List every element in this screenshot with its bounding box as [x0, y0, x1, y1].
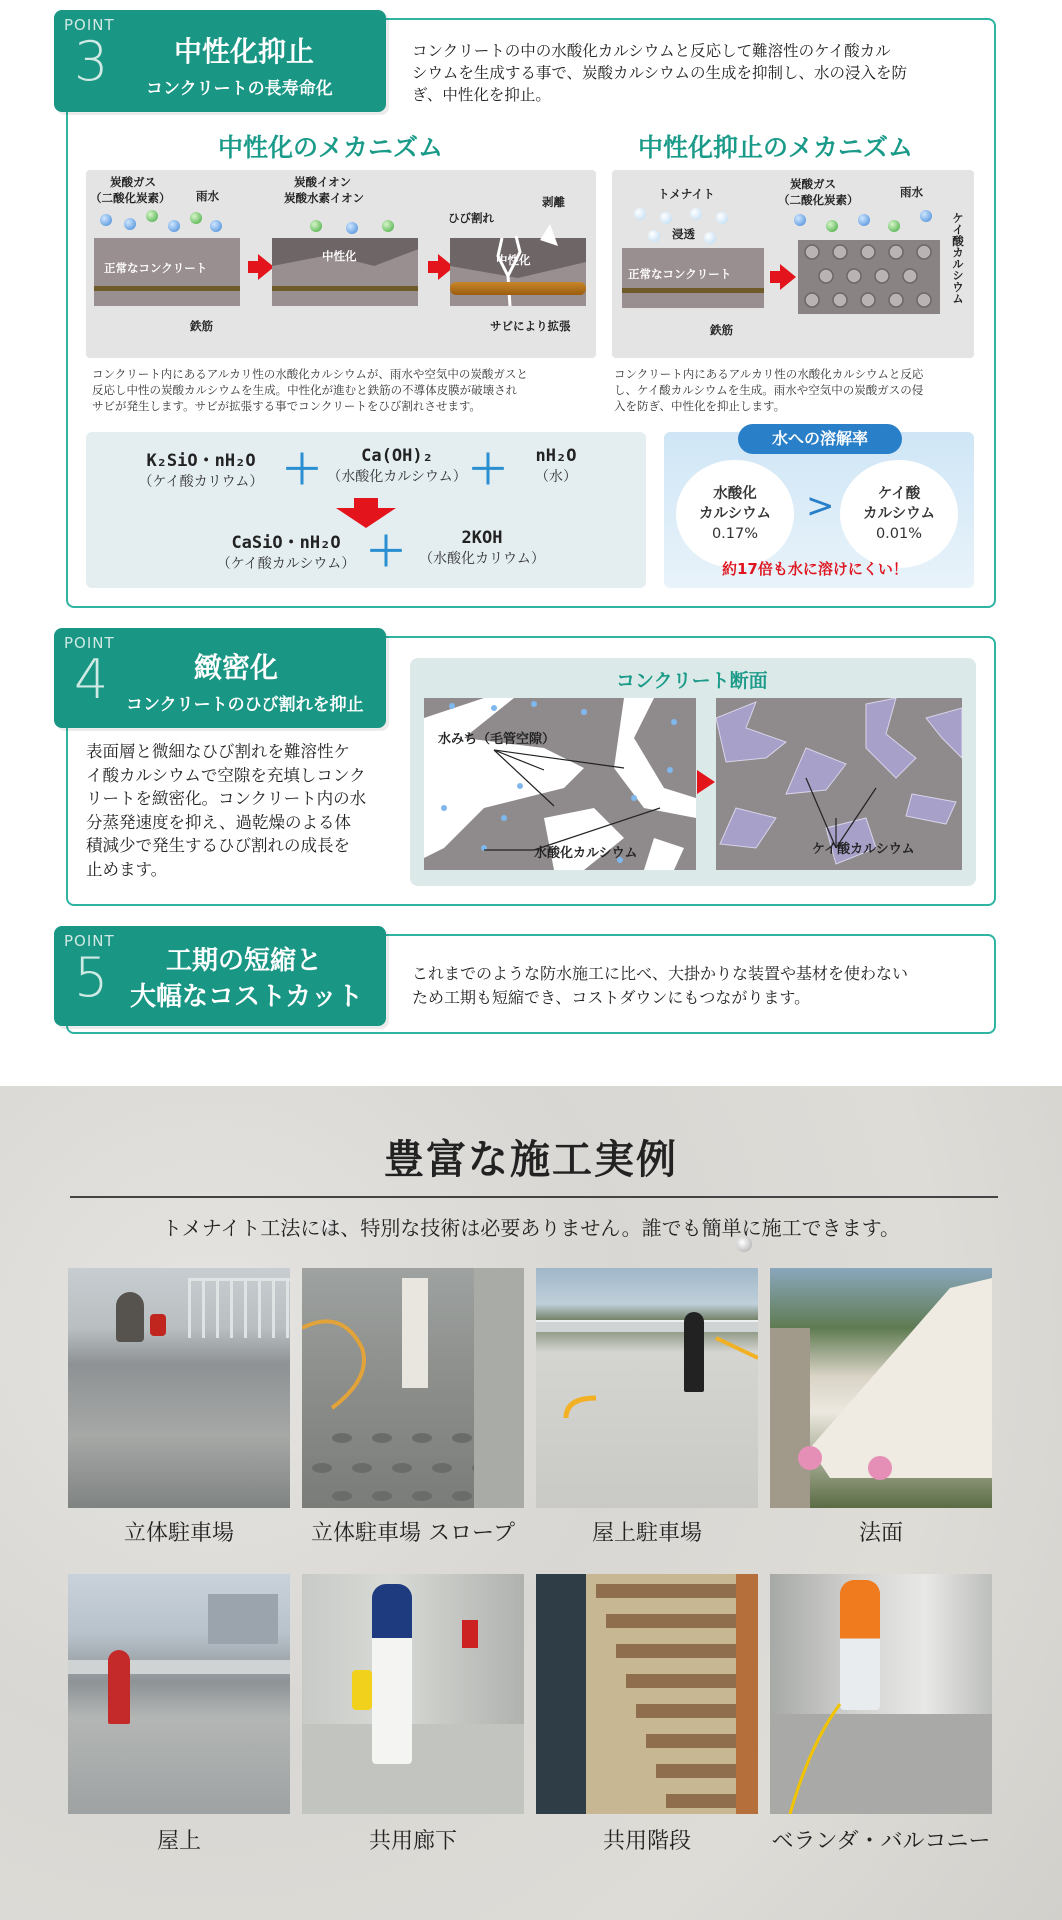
tomenite-particle [716, 212, 728, 224]
tomenite-particle [704, 232, 716, 244]
product-calcium-silicate [196, 528, 376, 573]
process-arrow [780, 264, 796, 290]
substance-name: 水酸化 [713, 486, 757, 502]
silicate-particles [798, 240, 940, 314]
solubility-value: 0.01% [875, 526, 923, 542]
reaction-arrow-down [336, 498, 396, 528]
solubility-box [664, 429, 974, 588]
caption-rooftop-parking: 屋上駐車場 [591, 1521, 702, 1546]
product-potassium-hydroxide [402, 528, 562, 568]
label-peel: 剥離 [542, 195, 565, 209]
caption-balcony: ベランダ・バルコニー [771, 1829, 991, 1854]
point-number: 3 [74, 30, 109, 93]
solubility-calcium-silicate [840, 460, 958, 568]
formula-text: nH₂O [535, 446, 577, 466]
neutralization-mechanism-title: 中性化のメカニズム [218, 133, 444, 162]
co2-particle [190, 212, 202, 224]
tomenite-particle [660, 212, 672, 224]
note-line: し、ケイ酸カルシウムを生成。雨水や空気中の炭酸ガスの侵 [614, 383, 924, 397]
reactant-calcium-hydroxide [312, 446, 482, 486]
caption-slope: 法面 [858, 1521, 903, 1546]
tomenite-particle [648, 230, 660, 242]
caption-parking-garage: 立体駐車場 [123, 1521, 234, 1546]
desc-line: 分蒸発速度を抑え、過乾燥のよる体 [86, 812, 351, 832]
fire-box [462, 1620, 478, 1648]
cross-section-title: コンクリート断面 [616, 670, 768, 692]
label-ion1: 炭酸イオン [294, 175, 352, 189]
inhibition-mechanism-title: 中性化抑止のメカニズム [638, 133, 914, 162]
formula-name: （水酸化カリウム） [419, 551, 545, 567]
stair-steps [536, 1574, 758, 1814]
substance-name: カルシウム [699, 506, 771, 522]
point4-title: 緻密化 [194, 651, 279, 684]
co2-particle [858, 214, 870, 226]
point4-subtitle: コンクリートのひび割れを抑止 [126, 695, 364, 715]
photo-stairs [536, 1574, 758, 1814]
note-line: コンクリート内にあるアルカリ性の水酸化カルシウムと反応 [614, 367, 924, 381]
note-line: 反応し中性の炭酸カルシウムを生成。中性化が進むと鉄筋の不導体皮膜が破壊され [92, 383, 518, 397]
photo-parking-garage [68, 1268, 290, 1508]
label-rain: 雨水 [900, 185, 923, 199]
desc-line: イ酸カルシウムで空隙を充填しコンク [86, 765, 366, 785]
slope-surface [770, 1268, 992, 1508]
point5-title-line1: 工期の短縮と [166, 946, 323, 976]
solubility-title: 水への溶解率 [738, 424, 902, 454]
point3-description [412, 40, 992, 106]
note-line: コンクリート内にあるアルカリ性の水酸化カルシウムが、雨水や空気中の炭酸ガスと [92, 367, 528, 381]
compare-sign: > [806, 486, 835, 526]
photo-corridor [302, 1574, 524, 1814]
substance-name: カルシウム [863, 506, 935, 522]
label-neutral2: 中性化 [496, 253, 531, 267]
tomenite-particle [634, 208, 646, 220]
ion-particle [310, 220, 322, 232]
plus-sign: ＋ [366, 529, 406, 575]
co2-particle [100, 214, 112, 226]
formula-name: （ケイ酸カリウム） [138, 474, 264, 490]
worker [108, 1650, 130, 1724]
yellow-markings [536, 1268, 758, 1508]
inhibition-note [614, 366, 984, 414]
label-gas: 炭酸ガス [790, 177, 836, 191]
examples-subtitle: トメナイト工法には、特別な技術は必要ありません。誰でも簡単に施工できます。 [162, 1216, 900, 1240]
label-crack: ひび割れ [448, 211, 494, 225]
desc-line: コンクリートの中の水酸化カルシウムと反応して難溶性のケイ酸カル [412, 42, 891, 60]
point4-badge [54, 628, 386, 728]
floor [302, 1724, 524, 1814]
inhibition-diagram [612, 170, 974, 358]
photo-slope [770, 1268, 992, 1508]
note-line: 入を防ぎ、中性化を抑止します。 [614, 399, 786, 413]
formula-text: Ca(OH)₂ [361, 446, 433, 466]
caption-corridor: 共用廊下 [368, 1829, 457, 1854]
photo-rooftop [68, 1574, 290, 1814]
parapet [68, 1660, 290, 1674]
reactant-potassium-silicate [116, 446, 286, 491]
sprayer-tank [352, 1670, 372, 1710]
substance-name: ケイ酸 [877, 486, 921, 502]
co2-particle [826, 220, 838, 232]
examples-title: 豊富な施工実例 [384, 1137, 678, 1183]
desc-line: シウムを生成する事で、炭酸カルシウムの生成を抑制し、水の浸入を防 [412, 64, 907, 82]
solubility-value: 0.17% [711, 526, 759, 542]
hose [770, 1574, 992, 1814]
photo-balcony [770, 1574, 992, 1814]
formula-text: K₂SiO・nH₂O [146, 451, 256, 471]
label-gas: 炭酸ガス [110, 175, 156, 189]
point-label: POINT [64, 16, 115, 34]
label-rain: 雨水 [196, 189, 219, 203]
plus-sign: ＋ [282, 447, 322, 493]
plus-sign: ＋ [468, 447, 508, 493]
point5-badge [54, 926, 386, 1026]
neutralization-diagram [86, 170, 596, 358]
ion-particle [346, 222, 358, 234]
desc-line: これまでのような防水施工に比べ、大掛かりな装置や基材を使わない [412, 964, 909, 983]
label-water-path: 水みち（毛管空隙） [438, 732, 556, 747]
label-gas2: （二酸化炭素） [778, 193, 859, 207]
rebar [272, 286, 418, 291]
neutralization-note [92, 366, 602, 414]
label-ion2: 炭酸水素イオン [284, 191, 365, 205]
desc-line: 積減少で発生するひび割れの成長を [86, 836, 350, 855]
worker [116, 1292, 144, 1342]
railing [188, 1278, 290, 1338]
note-line: サビが発生します。サビが拡張する事でコンクリートをひび割れさせます。 [92, 399, 481, 413]
co2-particle [210, 220, 222, 232]
solubility-calcium-hydroxide [676, 460, 794, 568]
buildings [208, 1594, 278, 1644]
examples-divider [70, 1196, 998, 1198]
point3-subtitle: コンクリートの長寿命化 [146, 79, 333, 99]
transform-arrow [697, 770, 715, 794]
worker [372, 1584, 412, 1764]
red-tank [150, 1314, 166, 1336]
point-label: POINT [64, 634, 115, 652]
desc-line: 止めます。 [86, 859, 168, 879]
label-tomenite: トメナイト [658, 187, 715, 201]
ramp-studs [302, 1268, 524, 1508]
co2-particle [124, 218, 136, 230]
caption-rooftop: 屋上 [156, 1829, 201, 1854]
label-seep: 浸透 [672, 227, 695, 241]
caption-stairs: 共用階段 [602, 1829, 691, 1854]
desc-line: ぎ、中性化を抑止。 [412, 86, 551, 104]
label-normal-concrete: 正常なコンクリート [628, 267, 732, 281]
point-label: POINT [64, 932, 115, 950]
ion-particle [382, 220, 394, 232]
caption-parking-ramp: 立体駐車場 スロープ [311, 1521, 515, 1546]
rusted-rebar [450, 282, 586, 295]
label-calcium-hydroxide: 水酸化カルシウム [534, 846, 638, 861]
cross-before [424, 698, 696, 870]
label-rebar: 鉄筋 [190, 319, 213, 333]
co2-particle [920, 210, 932, 222]
solubility-note: 約17倍も水に溶けにくい！ [722, 560, 908, 578]
point3-badge [54, 10, 386, 112]
desc-line: リートを緻密化。コンクリート内の水 [86, 789, 367, 808]
label-calcium-silicate: ケイ酸カルシウム [812, 842, 915, 857]
formula-name: （ケイ酸カルシウム） [216, 556, 356, 572]
point5-description [412, 962, 992, 1010]
photo-parking-ramp [302, 1268, 524, 1508]
formula-text: 2KOH [461, 528, 503, 548]
concrete-cross-section [410, 658, 976, 886]
desc-line: ため工期も短縮でき、コストダウンにもつながります。 [412, 988, 811, 1007]
label-rebar: 鉄筋 [710, 323, 733, 337]
reaction-formula [86, 432, 646, 588]
point-number: 4 [74, 648, 109, 711]
formula-text: CaSiO・nH₂O [231, 533, 341, 553]
tomenite-particle [690, 208, 702, 220]
label-rust: サビにより拡張 [490, 319, 571, 333]
desc-line: 表面層と微細なひび割れを難溶性ケ [86, 742, 350, 761]
point3-title: 中性化抑止 [174, 35, 315, 68]
co2-particle [168, 220, 180, 232]
point-number: 5 [74, 946, 109, 1009]
co2-particle [888, 220, 900, 232]
rebar [94, 286, 240, 291]
reactant-water [496, 446, 616, 486]
label-normal-concrete: 正常なコンクリート [104, 261, 208, 275]
point4-description [86, 740, 406, 881]
co2-particle [146, 210, 158, 222]
label-gas2: （二酸化炭素） [90, 191, 171, 205]
co2-particle [794, 214, 806, 226]
formula-name: （水酸化カルシウム） [327, 469, 467, 485]
formula-name: （水） [535, 469, 577, 485]
point5-title-line2: 大幅なコストカット [130, 982, 363, 1012]
photo-rooftop-parking [536, 1268, 758, 1508]
cross-after [716, 698, 962, 870]
rebar [622, 288, 764, 293]
label-neutral: 中性化 [322, 249, 357, 263]
label-silicate-vertical: ケイ酸カルシウム [951, 212, 965, 304]
